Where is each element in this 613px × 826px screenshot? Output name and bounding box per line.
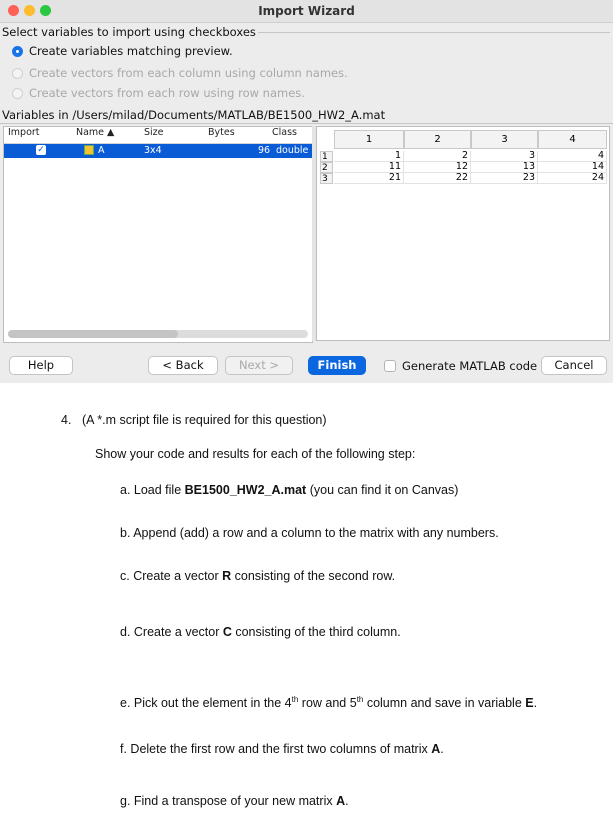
preview-cell: 14 [538,162,607,173]
radio-selected-icon [12,46,23,57]
variable-class: double [276,145,309,156]
scrollbar-thumb[interactable] [8,330,178,338]
option-label: Create vectors from each column using column names. [29,66,348,80]
window-title: Import Wizard [258,4,355,18]
column-header-bytes[interactable]: Bytes [208,127,235,138]
variable-size: 3x4 [144,145,162,156]
variable-bytes: 96 [258,145,271,156]
import-checkbox[interactable]: ✓ [37,145,45,155]
preview-cell: 2 [404,151,471,162]
radio-icon [12,88,23,99]
preview-col-header: 3 [471,130,538,149]
step-g: g. Find a transpose of your new matrix A. [120,794,349,808]
option-matching-preview[interactable] [12,44,233,58]
cancel-button[interactable]: Cancel [541,356,607,375]
column-header-name[interactable]: Name ▲ [76,127,115,138]
finish-button[interactable]: Finish [308,356,366,375]
question-intro: (A *.m script file is required for this question) [82,413,327,427]
back-button[interactable]: < Back [148,356,218,375]
preview-cell: 3 [471,151,538,162]
step-e: e. Pick out the element in the 4th row and 5th column and save in variable E. [120,695,538,711]
column-header-size[interactable]: Size [144,127,164,138]
generate-code-label: Generate MATLAB code [402,359,538,373]
preview-cell: 22 [404,173,471,184]
column-header-import[interactable]: Import [8,127,40,138]
option-label: Create vectors from each row using row names. [29,86,305,100]
option-label: Create variables matching preview. [29,44,233,58]
variables-path-label: Variables in /Users/milad/Documents/MATLAB/BE1500_HW2_A.mat [2,108,386,122]
variable-name: A [98,145,105,156]
preview-cell: 13 [471,162,538,173]
generate-code-checkbox[interactable] [384,359,537,373]
matrix-icon [84,145,94,155]
step-d: d. Create a vector C consisting of the third column. [120,625,401,639]
preview-cell: 4 [538,151,607,162]
preview-col-header: 1 [334,130,404,149]
title-bar [0,0,613,23]
horizontal-scrollbar[interactable] [8,330,308,338]
step-a: a. Load file BE1500_HW2_A.mat (you can find it on Canvas) [120,483,459,497]
section-divider [0,123,613,124]
preview-row-header: 2 [320,162,333,173]
preview-row-header: 1 [320,151,333,162]
step-b: b. Append (add) a row and a column to the matrix with any numbers. [120,526,499,540]
preview-cell: 21 [334,173,404,184]
variables-table[interactable] [3,126,313,343]
table-row[interactable] [4,144,312,158]
preview-cell: 24 [538,173,607,184]
select-section-label: Select variables to import using checkboxes [2,25,256,39]
preview-table [316,126,610,341]
radio-icon [12,68,23,79]
option-vectors-columns[interactable] [12,66,348,80]
question-instruction: Show your code and results for each of the following step: [95,447,416,461]
import-wizard-window [0,0,613,383]
section-divider [258,32,610,33]
column-header-class[interactable]: Class [272,127,297,138]
preview-cell: 1 [334,151,404,162]
next-button[interactable]: Next > [225,356,293,375]
step-c: c. Create a vector R consisting of the second row. [120,569,396,583]
checkbox-icon [384,360,396,372]
question-number: 4. [61,413,72,427]
preview-cell: 11 [334,162,404,173]
preview-col-header: 2 [404,130,471,149]
preview-row-header: 3 [320,173,333,184]
preview-col-header: 4 [538,130,607,149]
preview-cell: 23 [471,173,538,184]
preview-cell: 12 [404,162,471,173]
step-f: f. Delete the first row and the first two columns of matrix A. [120,742,444,756]
help-button[interactable]: Help [9,356,73,375]
option-vectors-rows[interactable] [12,86,305,100]
